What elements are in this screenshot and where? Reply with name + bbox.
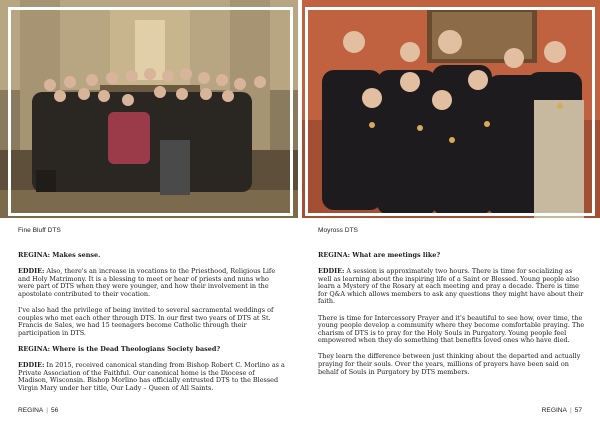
interview-answer [318,268,586,306]
answer-text: In 2015, received canonical standing from Bishop Robert C. Morlino as a Private Association of the Faithful. Our canonical home is the Diocese of Madison, Wisconsin. Bishop Morlino has officially entrusted DTS to the Blessed Virgin Mary under her title, Our Lady – Queen of All Saints. [18,360,285,392]
interview-answer [18,362,286,392]
left-page-body [18,252,286,401]
page-number: 56 [51,407,59,414]
interview-question: REGINA: Where is the Dead Theologians Society based? [18,344,221,353]
folio-separator: | [569,407,572,414]
interview-paragraph: They learn the difference between just thinking about the departed and actually praying for their souls. Over the years, millions of prayers have been said on behalf of Souls in Purgatory by DTS members. [318,352,581,376]
answer-text: A session is approximately two hours. There is time for socializing as well as learning about the inspiring life of a Saint or Blessed. Young people also learn a Mystery of the Rosary at each meeting and pray a decade. There is time for Q&A which allows members to ask any questions they might have about their faith. [318,267,584,306]
photo-caption: Fine Bluff DTS [18,227,61,234]
page-folio [18,407,58,414]
photo-frame [8,7,293,216]
right-page-body [318,252,586,385]
answer-text: Also, there's an increase in vocations to the Priesthood, Religious Life and Holy Matrimony. It is a blessing to meet or hear of priests and nuns who were part of DTS when they were younger, and how their involvement in the apostolate contributed to their vocation. [18,267,276,298]
speaker-label: EDDIE: [18,267,45,276]
interview-paragraph: There is time for Intercessory Prayer and it's beautiful to see how, over time, the young people develop a community where they become comfortable praying. The charism of DTS is to pray for the Holy Souls in Purgatory. Young people feel empowered when they do something that benefits loved ones who have died. [318,313,585,345]
speaker-label: EDDIE: [18,360,45,369]
interview-question: REGINA: What are meetings like? [318,251,441,259]
church-group-photo [0,0,298,218]
speaker-label: EDDIE: [318,267,345,276]
interview-paragraph: I've also had the privilege of being invited to several sacramental weddings of couples who met each other through DTS. In our first two years of DTS at St. Francis de Sales, we had 15 teenagers become Catholic through their participation in DTS. [18,305,274,337]
interview-answer [18,268,286,298]
magazine-name: REGINA [541,407,567,414]
photo-caption: Moyross DTS [318,227,358,234]
magazine-name: REGINA [18,407,44,414]
photo-frame [305,7,595,216]
hoodie-group-photo [302,0,600,218]
page-number: 57 [574,407,582,414]
folio-separator: | [46,407,48,414]
interview-question: REGINA: Makes sense. [18,251,101,259]
page-folio [542,407,582,414]
